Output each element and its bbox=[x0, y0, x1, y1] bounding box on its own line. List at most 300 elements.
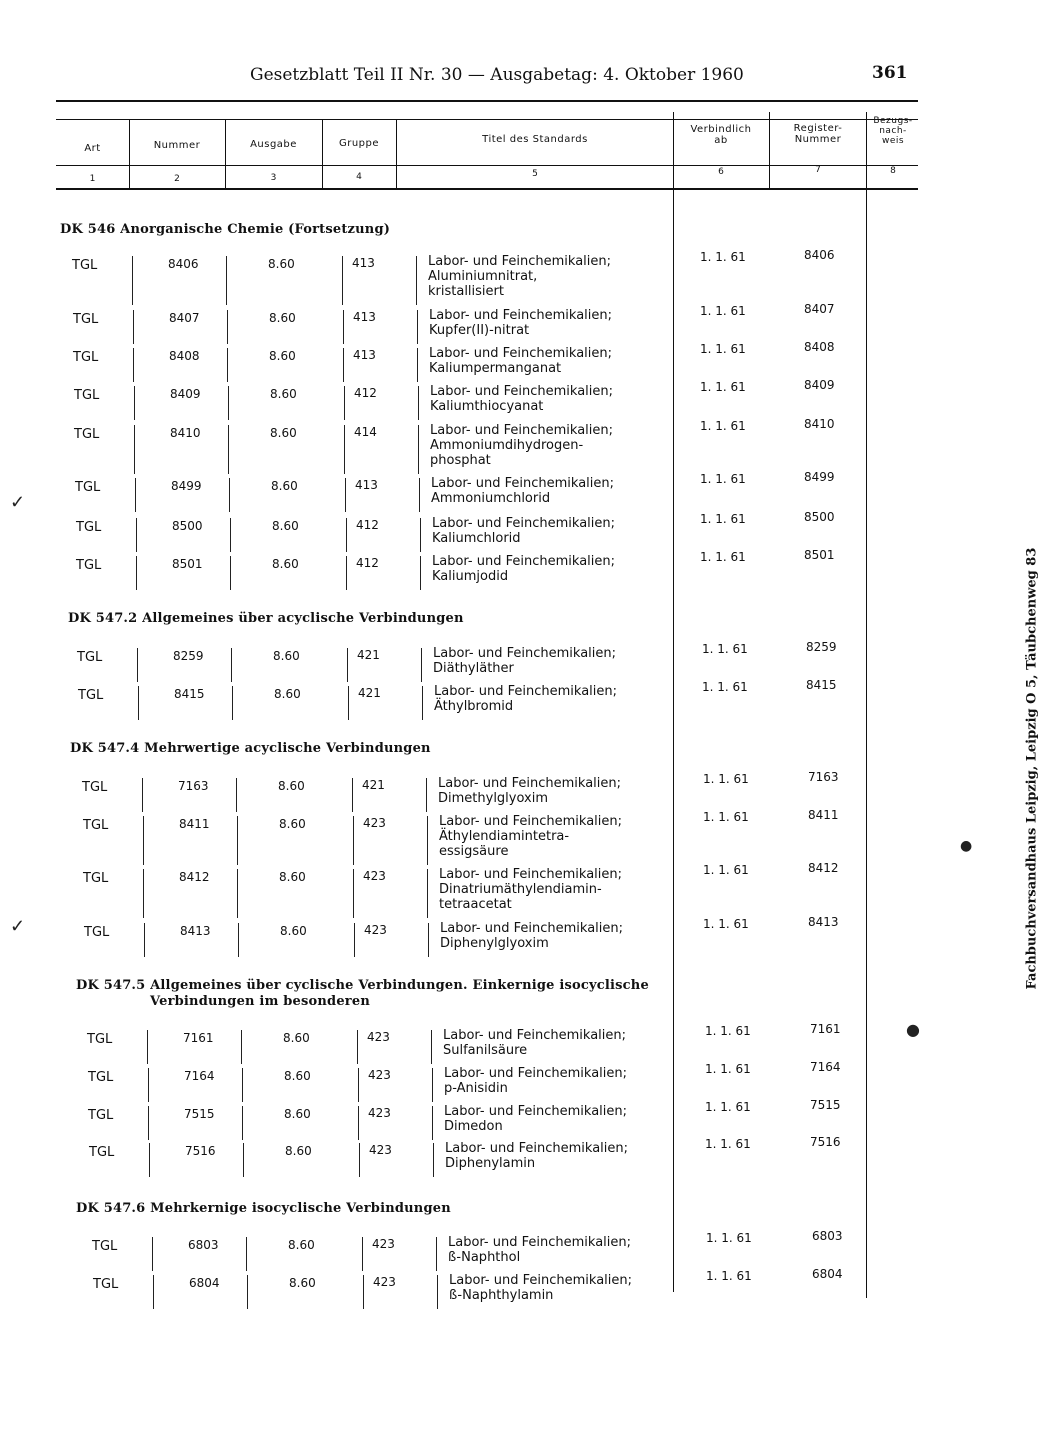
cell-verbindlich: 1. 1. 61 bbox=[700, 380, 746, 394]
cell-gruppe: 423 bbox=[368, 1106, 391, 1120]
cell-title-line: Labor- und Feinchemikalien; bbox=[445, 1141, 628, 1156]
cell-verbindlich: 1. 1. 61 bbox=[700, 512, 746, 526]
cell-title-line: Diäthyläther bbox=[433, 661, 514, 676]
cell-ausgabe: 8.60 bbox=[273, 649, 300, 663]
row-divider-tick-nummer bbox=[230, 556, 231, 590]
row-divider-tick-nummer bbox=[236, 778, 237, 812]
cell-register: 8501 bbox=[804, 548, 835, 562]
cell-title bbox=[444, 1066, 627, 1096]
cell-gruppe: 421 bbox=[362, 778, 385, 792]
cell-title bbox=[445, 1141, 628, 1171]
row-divider-tick-nummer bbox=[237, 816, 238, 865]
cell-nummer: 7515 bbox=[184, 1107, 215, 1121]
col-divider bbox=[225, 119, 226, 190]
cell-title-line: p-Anisidin bbox=[444, 1081, 508, 1096]
cell-gruppe: 423 bbox=[372, 1237, 395, 1251]
row-divider-tick-title bbox=[416, 256, 417, 305]
cell-title bbox=[448, 1235, 631, 1265]
cell-nummer: 7163 bbox=[178, 779, 209, 793]
cell-title bbox=[432, 554, 615, 584]
cell-art: TGL bbox=[83, 818, 109, 833]
row-divider-tick-nummer bbox=[227, 310, 228, 344]
cell-verbindlich: 1. 1. 61 bbox=[705, 1062, 751, 1076]
col-head-verbindlich-line2: ab bbox=[714, 135, 728, 146]
col-number: 8 bbox=[890, 166, 896, 176]
cell-register: 7516 bbox=[810, 1135, 841, 1149]
row-divider-tick-gruppe bbox=[358, 1068, 359, 1102]
cell-register: 7164 bbox=[810, 1060, 841, 1074]
cell-title-line: Kaliumthiocyanat bbox=[430, 399, 544, 414]
cell-register: 6804 bbox=[812, 1267, 843, 1281]
cell-title-line: Labor- und Feinchemikalien; bbox=[440, 921, 623, 936]
row-divider-tick-nummer bbox=[243, 1143, 244, 1177]
cell-title-line: Labor- und Feinchemikalien; bbox=[438, 776, 621, 791]
col-head-verbindlich bbox=[676, 124, 766, 146]
cell-title bbox=[440, 921, 623, 951]
page-header: Gesetzblatt Teil II Nr. 30 — Ausgabetag: 4. Oktober 1960 bbox=[250, 65, 744, 85]
cell-art: TGL bbox=[93, 1277, 119, 1292]
row-divider-tick-title bbox=[420, 518, 421, 552]
cell-verbindlich: 1. 1. 61 bbox=[700, 304, 746, 318]
cell-ausgabe: 8.60 bbox=[289, 1276, 316, 1290]
row-divider-tick-nummer bbox=[232, 686, 233, 720]
row-divider-tick-title bbox=[432, 1068, 433, 1102]
col-number: 6 bbox=[718, 167, 724, 177]
col-divider bbox=[396, 119, 397, 190]
col-head-register bbox=[772, 123, 864, 145]
col-divider bbox=[129, 119, 130, 190]
cell-title-line: Ammoniumdihydrogen- bbox=[430, 438, 584, 453]
cell-art: TGL bbox=[92, 1239, 118, 1254]
cell-gruppe: 412 bbox=[354, 386, 377, 400]
cell-title-line: Labor- und Feinchemikalien; bbox=[433, 646, 616, 661]
col-head-bezug-line3: weis bbox=[881, 136, 905, 146]
row-divider-tick-gruppe bbox=[353, 869, 354, 918]
page-number: 361 bbox=[872, 63, 908, 83]
cell-art: TGL bbox=[76, 558, 102, 573]
margin-checkmark: ✓ bbox=[10, 916, 26, 937]
row-divider-tick-nummer bbox=[237, 869, 238, 918]
cell-gruppe: 423 bbox=[369, 1143, 392, 1157]
cell-ausgabe: 8.60 bbox=[269, 311, 296, 325]
cell-ausgabe: 8.60 bbox=[284, 1069, 311, 1083]
cell-register: 7161 bbox=[810, 1022, 841, 1036]
cell-title-line: Labor- und Feinchemikalien; bbox=[430, 423, 613, 438]
cell-title-line: kristallisiert bbox=[428, 284, 504, 299]
cell-title-line: Labor- und Feinchemikalien; bbox=[444, 1104, 627, 1119]
row-divider-tick-art bbox=[134, 425, 135, 474]
cell-title-line: Kaliumpermanganat bbox=[429, 361, 562, 376]
cell-verbindlich: 1. 1. 61 bbox=[706, 1231, 752, 1245]
cell-nummer: 8415 bbox=[174, 687, 205, 701]
row-divider-tick-gruppe bbox=[362, 1237, 363, 1271]
cell-ausgabe: 8.60 bbox=[272, 557, 299, 571]
cell-title-line: Labor- und Feinchemikalien; bbox=[443, 1028, 626, 1043]
col-head-art: Art bbox=[84, 143, 101, 154]
cell-art: TGL bbox=[83, 871, 109, 886]
cell-nummer: 8406 bbox=[168, 257, 199, 271]
cell-verbindlich: 1. 1. 61 bbox=[705, 1100, 751, 1114]
cell-verbindlich: 1. 1. 61 bbox=[702, 642, 748, 656]
cell-ausgabe: 8.60 bbox=[270, 426, 297, 440]
row-divider-tick-nummer bbox=[229, 478, 230, 512]
cell-gruppe: 413 bbox=[355, 478, 378, 492]
cell-verbindlich: 1. 1. 61 bbox=[702, 680, 748, 694]
cell-nummer: 8412 bbox=[179, 870, 210, 884]
cell-title-line: Labor- und Feinchemikalien; bbox=[434, 684, 617, 699]
row-divider-tick-nummer bbox=[231, 648, 232, 682]
row-divider-tick-gruppe bbox=[352, 778, 353, 812]
row-divider-tick-nummer bbox=[242, 1068, 243, 1102]
row-divider-tick-art bbox=[138, 686, 139, 720]
col-head-bezug bbox=[868, 116, 918, 146]
cell-title-line: Labor- und Feinchemikalien; bbox=[444, 1066, 627, 1081]
row-divider-tick-art bbox=[135, 478, 136, 512]
cell-title-line: Labor- und Feinchemikalien; bbox=[432, 554, 615, 569]
margin-checkmark: ✓ bbox=[10, 492, 26, 513]
cell-title bbox=[428, 254, 611, 299]
cell-gruppe: 413 bbox=[352, 256, 375, 270]
cell-register: 8499 bbox=[804, 470, 835, 484]
row-divider-tick-art bbox=[153, 1275, 154, 1309]
row-divider-tick-art bbox=[133, 348, 134, 382]
cell-register: 8413 bbox=[808, 915, 839, 929]
cell-gruppe: 423 bbox=[363, 869, 386, 883]
row-divider-tick-art bbox=[143, 816, 144, 865]
row-divider-tick-gruppe bbox=[343, 310, 344, 344]
cell-title bbox=[431, 476, 614, 506]
row-divider-tick-art bbox=[147, 1030, 148, 1064]
cell-title-line: Labor- und Feinchemikalien; bbox=[430, 384, 613, 399]
cell-art: TGL bbox=[75, 480, 101, 495]
row-divider-tick-gruppe bbox=[348, 686, 349, 720]
cell-register: 8409 bbox=[804, 378, 835, 392]
cell-register: 8412 bbox=[808, 861, 839, 875]
cell-art: TGL bbox=[78, 688, 104, 703]
cell-gruppe: 421 bbox=[358, 686, 381, 700]
cell-nummer: 8413 bbox=[180, 924, 211, 938]
row-divider-tick-title bbox=[437, 1275, 438, 1309]
cell-ausgabe: 8.60 bbox=[278, 779, 305, 793]
cell-art: TGL bbox=[77, 650, 103, 665]
margin-smudge: ● bbox=[906, 1020, 920, 1039]
row-divider-tick-title bbox=[433, 1143, 434, 1177]
cell-nummer: 8501 bbox=[172, 557, 203, 571]
cell-nummer: 8411 bbox=[179, 817, 210, 831]
cell-art: TGL bbox=[88, 1070, 114, 1085]
cell-nummer: 8259 bbox=[173, 649, 204, 663]
cell-register: 8411 bbox=[808, 808, 839, 822]
cell-ausgabe: 8.60 bbox=[283, 1031, 310, 1045]
cell-title-line: essigsäure bbox=[439, 844, 509, 859]
row-divider-tick-gruppe bbox=[343, 348, 344, 382]
cell-title-line: Äthylendiamintetra- bbox=[439, 829, 570, 844]
cell-nummer: 6804 bbox=[189, 1276, 220, 1290]
cell-gruppe: 423 bbox=[364, 923, 387, 937]
cell-title-line: Kaliumchlorid bbox=[432, 531, 521, 546]
cell-gruppe: 421 bbox=[357, 648, 380, 662]
cell-gruppe: 423 bbox=[373, 1275, 396, 1289]
row-divider-tick-nummer bbox=[230, 518, 231, 552]
cell-nummer: 8408 bbox=[169, 349, 200, 363]
row-divider-tick-title bbox=[427, 869, 428, 918]
cell-title-line: Dimedon bbox=[444, 1119, 503, 1134]
col-number: 1 bbox=[89, 174, 96, 184]
cell-title bbox=[429, 308, 612, 338]
row-divider-tick-art bbox=[133, 310, 134, 344]
cell-art: TGL bbox=[89, 1145, 115, 1160]
row-divider-tick-title bbox=[421, 648, 422, 682]
section-heading: DK 547.5 Allgemeines über cyclische Verbindungen. Einkernige isocyclische bbox=[76, 978, 649, 993]
cell-title-line: ß-Naphthol bbox=[448, 1250, 521, 1265]
col-number: 3 bbox=[270, 173, 277, 183]
row-divider-tick-nummer bbox=[238, 923, 239, 957]
cell-title bbox=[430, 384, 613, 414]
cell-art: TGL bbox=[88, 1108, 114, 1123]
cell-register: 8259 bbox=[806, 640, 837, 654]
cell-title-line: Labor- und Feinchemikalien; bbox=[431, 476, 614, 491]
col-head-nummer: Nummer bbox=[153, 140, 201, 151]
cell-verbindlich: 1. 1. 61 bbox=[700, 550, 746, 564]
row-divider-tick-gruppe bbox=[347, 648, 348, 682]
cell-title bbox=[444, 1104, 627, 1134]
cell-nummer: 8409 bbox=[170, 387, 201, 401]
col-head-titel: Titel des Standards bbox=[482, 134, 588, 145]
cell-nummer: 8407 bbox=[169, 311, 200, 325]
cell-title bbox=[429, 346, 612, 376]
col-number: 2 bbox=[174, 174, 180, 184]
cell-verbindlich: 1. 1. 61 bbox=[703, 917, 749, 931]
cell-register: 8407 bbox=[804, 302, 835, 316]
row-divider-tick-art bbox=[142, 778, 143, 812]
row-divider-tick-gruppe bbox=[353, 816, 354, 865]
cell-art: TGL bbox=[74, 427, 100, 442]
cell-title-line: Labor- und Feinchemikalien; bbox=[429, 308, 612, 323]
cell-register: 8410 bbox=[804, 417, 835, 431]
cell-title bbox=[443, 1028, 626, 1058]
cell-title-line: tetraacetat bbox=[439, 897, 512, 912]
cell-title-line: Labor- und Feinchemikalien; bbox=[448, 1235, 631, 1250]
cell-ausgabe: 8.60 bbox=[271, 479, 298, 493]
cell-nummer: 8500 bbox=[172, 519, 203, 533]
row-divider-tick-art bbox=[149, 1143, 150, 1177]
col-divider bbox=[322, 119, 323, 190]
col-head-bezug-line2: nach- bbox=[879, 126, 907, 136]
col-number: 5 bbox=[532, 169, 538, 179]
cell-art: TGL bbox=[82, 780, 108, 795]
cell-title-line: Labor- und Feinchemikalien; bbox=[439, 814, 622, 829]
cell-title-line: Dinatriumäthylendiamin- bbox=[439, 882, 602, 897]
row-divider-tick-gruppe bbox=[344, 386, 345, 420]
cell-ausgabe: 8.60 bbox=[280, 924, 307, 938]
row-divider-tick-title bbox=[427, 816, 428, 865]
section-heading: DK 547.4 Mehrwertige acyclische Verbindungen bbox=[70, 741, 431, 756]
row-divider-tick-art bbox=[143, 869, 144, 918]
cell-ausgabe: 8.60 bbox=[279, 817, 306, 831]
row-divider-tick-gruppe bbox=[342, 256, 343, 305]
row-divider-tick-gruppe bbox=[346, 556, 347, 590]
row-divider-tick-art bbox=[134, 386, 135, 420]
row-divider-tick-title bbox=[432, 1106, 433, 1140]
row-divider-tick-art bbox=[148, 1106, 149, 1140]
row-divider-tick-art bbox=[137, 648, 138, 682]
col-divider bbox=[769, 112, 770, 190]
cell-verbindlich: 1. 1. 61 bbox=[700, 419, 746, 433]
cell-title bbox=[430, 423, 613, 468]
cell-title-line: Labor- und Feinchemikalien; bbox=[432, 516, 615, 531]
cell-art: TGL bbox=[84, 925, 110, 940]
cell-title-line: Äthylbromid bbox=[434, 699, 514, 714]
cell-verbindlich: 1. 1. 61 bbox=[705, 1137, 751, 1151]
row-divider-tick-nummer bbox=[246, 1237, 247, 1271]
cell-ausgabe: 8.60 bbox=[274, 687, 301, 701]
cell-gruppe: 414 bbox=[354, 425, 377, 439]
row-divider-tick-gruppe bbox=[344, 425, 345, 474]
row-divider-tick-gruppe bbox=[357, 1030, 358, 1064]
row-divider-tick-nummer bbox=[226, 256, 227, 305]
cell-title-line: Diphenylamin bbox=[445, 1156, 536, 1171]
cell-verbindlich: 1. 1. 61 bbox=[703, 863, 749, 877]
row-divider-tick-title bbox=[418, 386, 419, 420]
row-divider-tick-gruppe bbox=[363, 1275, 364, 1309]
cell-nummer: 7516 bbox=[185, 1144, 216, 1158]
cell-register: 8406 bbox=[804, 248, 835, 262]
cell-title bbox=[433, 646, 616, 676]
row-divider-tick-art bbox=[132, 256, 133, 305]
row-divider-tick-title bbox=[417, 310, 418, 344]
cell-nummer: 6803 bbox=[188, 1238, 219, 1252]
cell-register: 6803 bbox=[812, 1229, 843, 1243]
cell-ausgabe: 8.60 bbox=[279, 870, 306, 884]
col-head-gruppe: Gruppe bbox=[338, 138, 380, 149]
row-divider-tick-title bbox=[422, 686, 423, 720]
row-divider-tick-gruppe bbox=[345, 478, 346, 512]
section-heading: DK 547.2 Allgemeines über acyclische Verbindungen bbox=[68, 611, 464, 626]
cell-gruppe: 412 bbox=[356, 518, 379, 532]
cell-ausgabe: 8.60 bbox=[285, 1144, 312, 1158]
row-divider-tick-gruppe bbox=[358, 1106, 359, 1140]
col-head-verbindlich-line1: Verbindlich bbox=[690, 124, 752, 135]
cell-title-line: Labor- und Feinchemikalien; bbox=[449, 1273, 632, 1288]
cell-title-line: Ammoniumchlorid bbox=[431, 491, 551, 506]
cell-nummer: 7164 bbox=[184, 1069, 215, 1083]
col-head-register-line2: Nummer bbox=[794, 134, 842, 145]
cell-gruppe: 412 bbox=[356, 556, 379, 570]
cell-nummer: 7161 bbox=[183, 1031, 214, 1045]
cell-gruppe: 423 bbox=[367, 1030, 390, 1044]
cell-gruppe: 423 bbox=[363, 816, 386, 830]
header-rule bbox=[56, 100, 918, 102]
row-divider-tick-art bbox=[152, 1237, 153, 1271]
cell-title-line: Sulfanilsäure bbox=[443, 1043, 528, 1058]
cell-ausgabe: 8.60 bbox=[272, 519, 299, 533]
cell-art: TGL bbox=[74, 388, 100, 403]
cell-title bbox=[439, 867, 622, 912]
col-divider bbox=[673, 112, 674, 1292]
cell-register: 7515 bbox=[810, 1098, 841, 1112]
cell-verbindlich: 1. 1. 61 bbox=[700, 250, 746, 264]
row-divider-tick-nummer bbox=[242, 1106, 243, 1140]
col-head-bezug-line1: Bezugs- bbox=[873, 116, 913, 126]
cell-title bbox=[449, 1273, 632, 1303]
cell-title-line: Kupfer(II)-nitrat bbox=[429, 323, 530, 338]
cell-gruppe: 413 bbox=[353, 348, 376, 362]
cell-ausgabe: 8.60 bbox=[284, 1107, 311, 1121]
cell-ausgabe: 8.60 bbox=[270, 387, 297, 401]
cell-title bbox=[439, 814, 622, 859]
cell-verbindlich: 1. 1. 61 bbox=[705, 1024, 751, 1038]
cell-ausgabe: 8.60 bbox=[268, 257, 295, 271]
row-divider-tick-title bbox=[431, 1030, 432, 1064]
cell-verbindlich: 1. 1. 61 bbox=[700, 472, 746, 486]
col-divider bbox=[866, 112, 867, 1298]
cell-title-line: phosphat bbox=[430, 453, 491, 468]
row-divider-tick-art bbox=[136, 556, 137, 590]
cell-title bbox=[438, 776, 621, 806]
table-head-top-rule bbox=[56, 119, 918, 120]
cell-verbindlich: 1. 1. 61 bbox=[700, 342, 746, 356]
row-divider-tick-gruppe bbox=[346, 518, 347, 552]
col-number: 4 bbox=[356, 172, 362, 182]
cell-register: 7163 bbox=[808, 770, 839, 784]
cell-art: TGL bbox=[76, 520, 102, 535]
row-divider-tick-title bbox=[419, 478, 420, 512]
cell-art: TGL bbox=[72, 258, 98, 273]
cell-gruppe: 423 bbox=[368, 1068, 391, 1082]
cell-title-line: Labor- und Feinchemikalien; bbox=[429, 346, 612, 361]
section-heading: DK 546 Anorganische Chemie (Fortsetzung) bbox=[60, 222, 391, 237]
row-divider-tick-gruppe bbox=[354, 923, 355, 957]
row-divider-tick-title bbox=[436, 1237, 437, 1271]
col-head-register-line1: Register- bbox=[793, 123, 843, 134]
row-divider-tick-title bbox=[420, 556, 421, 590]
section-heading: DK 547.6 Mehrkernige isocyclische Verbindungen bbox=[76, 1201, 451, 1216]
row-divider-tick-title bbox=[417, 348, 418, 382]
cell-art: TGL bbox=[73, 312, 99, 327]
section-heading-continued: Verbindungen im besonderen bbox=[150, 994, 370, 1009]
table-head-bottom-rule bbox=[56, 188, 918, 190]
cell-title-line: Aluminiumnitrat, bbox=[428, 269, 538, 284]
cell-ausgabe: 8.60 bbox=[269, 349, 296, 363]
cell-title-line: Labor- und Feinchemikalien; bbox=[439, 867, 622, 882]
sidebar-imprint: Fachbuchversandhaus Leipzig, Leipzig O 5, Täubchenweg 83 bbox=[1024, 547, 1040, 990]
row-divider-tick-gruppe bbox=[359, 1143, 360, 1177]
cell-title-line: Kaliumjodid bbox=[432, 569, 509, 584]
col-number: 7 bbox=[815, 165, 821, 175]
cell-register: 8500 bbox=[804, 510, 835, 524]
row-divider-tick-nummer bbox=[241, 1030, 242, 1064]
row-divider-tick-art bbox=[148, 1068, 149, 1102]
cell-nummer: 8499 bbox=[171, 479, 202, 493]
row-divider-tick-nummer bbox=[227, 348, 228, 382]
cell-title-line: Dimethylglyoxim bbox=[438, 791, 549, 806]
cell-title bbox=[434, 684, 617, 714]
cell-title-line: Diphenylglyoxim bbox=[440, 936, 549, 951]
row-divider-tick-art bbox=[136, 518, 137, 552]
cell-verbindlich: 1. 1. 61 bbox=[703, 772, 749, 786]
cell-verbindlich: 1. 1. 61 bbox=[706, 1269, 752, 1283]
cell-title-line: ß-Naphthylamin bbox=[449, 1288, 554, 1303]
cell-register: 8415 bbox=[806, 678, 837, 692]
row-divider-tick-nummer bbox=[247, 1275, 248, 1309]
cell-art: TGL bbox=[87, 1032, 113, 1047]
cell-verbindlich: 1. 1. 61 bbox=[703, 810, 749, 824]
cell-gruppe: 413 bbox=[353, 310, 376, 324]
row-divider-tick-title bbox=[428, 923, 429, 957]
cell-art: TGL bbox=[73, 350, 99, 365]
row-divider-tick-nummer bbox=[228, 386, 229, 420]
cell-nummer: 8410 bbox=[170, 426, 201, 440]
